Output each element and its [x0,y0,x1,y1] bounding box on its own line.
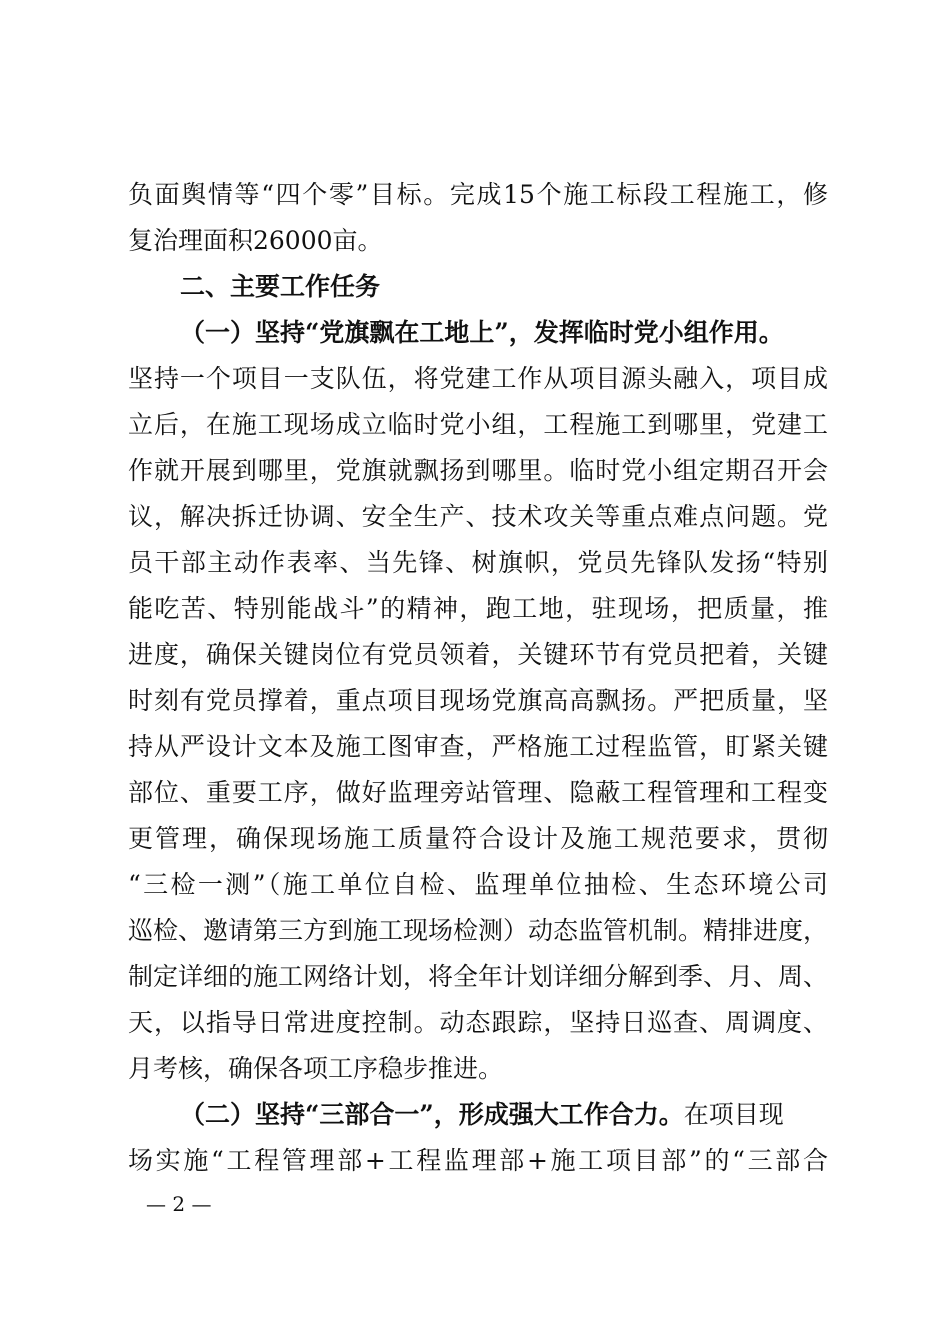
body-line-12: 部位、重要工序，做好监理旁站管理、隐蔽工程管理和工程变 [128,778,828,807]
subsection-line-2 [180,1093,828,1137]
body-line-19: 场实施“工程管理部+工程监理部+施工项目部”的“三部合 [128,1146,828,1175]
body-line-11: 持从严设计文本及施工图审查，严格施工过程监管，盯紧关键 [128,732,828,761]
subsection-heading-1: （一）坚持“党旗飘在工地上”，发挥临时党小组作用。 [180,318,784,347]
subsection-heading-2: （二）坚持“三部合一”，形成强大工作合力。 [180,1100,684,1129]
body-line-9: 进度，确保关键岗位有党员领着，关键环节有党员把着，关键 [128,640,828,669]
body-line-7: 员干部主动作表率、当先锋、树旗帜，党员先锋队发扬“特别 [128,548,828,577]
body-line-10: 时刻有党员撑着，重点项目现场党旗高高飘扬。严把质量，坚 [128,686,828,715]
body-line-6: 议，解决拆迁协调、安全生产、技术攻关等重点难点问题。党 [128,502,828,531]
body-line-14: “三检一测”（施工单位自检、监理单位抽检、生态环境公司 [128,870,828,899]
body-line-15: 巡检、邀请第三方到施工现场检测）动态监管机制。精排进度， [128,916,828,945]
page-number: — 2 — [146,1192,212,1216]
body-line-8: 能吃苦、特别能战斗”的精神，跑工地，驻现场，把质量，推 [128,594,828,623]
subsection-text-2: 在项目现 [683,1100,784,1129]
body-line-18: 月考核，确保各项工序稳步推进。 [128,1054,504,1083]
section-heading: 二、主要工作任务 [180,272,381,301]
body-line-4: 立后，在施工现场成立临时党小组，工程施工到哪里，党建工 [128,410,828,439]
body-line-13: 更管理，确保现场施工质量符合设计及施工规范要求，贯彻 [128,824,828,853]
body-line-17: 天，以指导日常进度控制。动态跟踪，坚持日巡查、周调度、 [128,1008,828,1037]
body-line-3: 坚持一个项目一支队伍，将党建工作从项目源头融入，项目成 [128,364,828,393]
body-line-1: 负面舆情等“四个零”目标。完成15个施工标段工程施工，修 [128,180,828,209]
body-line-16: 制定详细的施工网络计划，将全年计划详细分解到季、月、周、 [128,962,828,991]
body-line-5: 作就开展到哪里，党旗就飘扬到哪里。临时党小组定期召开会 [128,456,828,485]
body-line-2: 复治理面积26000亩。 [128,226,383,255]
